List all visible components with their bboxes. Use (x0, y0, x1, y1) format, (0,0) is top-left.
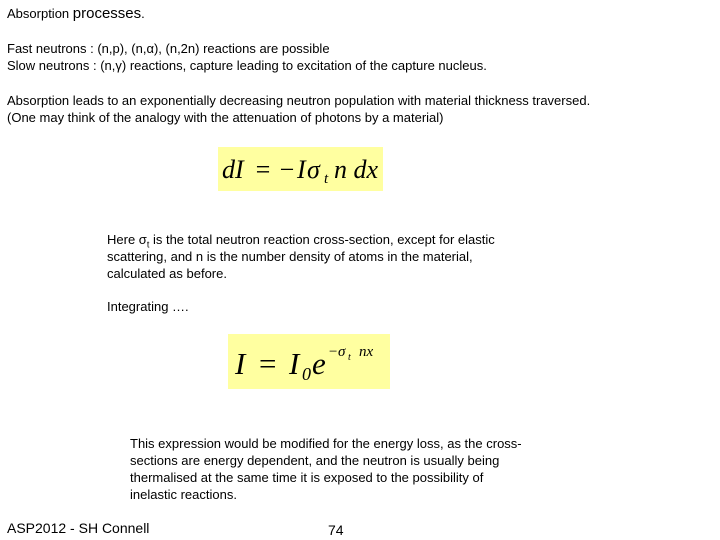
absorption-line-2: (One may think of the analogy with the attenuation of photons by a material) (7, 110, 444, 125)
equation-integrated (228, 334, 390, 389)
explanation-sigma: σ (138, 232, 147, 247)
title-word-absorption: Absorption (7, 6, 70, 21)
explanation-sub-t: t (146, 239, 150, 250)
eq1-subscript-t: t (324, 171, 329, 187)
slide-title (7, 5, 145, 22)
absorption-line-1: Absorption leads to an exponentially decreasing neutron population with material thickness traversed. (7, 93, 591, 108)
explanation-here: Here (107, 232, 139, 247)
eq2-I: I (235, 346, 246, 381)
closing-line-1: This expression would be modified for the energy loss, as the cross- (130, 436, 522, 451)
closing-line-3: thermalised at the same time it is exposed to the possibility of (130, 470, 484, 485)
equation-integrated-svg (228, 334, 390, 389)
closing-line-2: sections are energy dependent, and the neutron is usually being (130, 453, 500, 468)
eq1-I: I (297, 155, 306, 184)
footer-page-number: 74 (328, 522, 344, 538)
eq2-exp-minus: − (328, 344, 339, 360)
title-word-processes: processes (72, 5, 142, 22)
equation-differential-svg (218, 147, 383, 191)
slow-neutrons-line: Slow neutrons : (n,γ) reactions, capture leading to excitation of the capture nucleus. (7, 58, 487, 73)
eq2-exp-sigma: σ (338, 344, 346, 360)
explanation-line-1-rest: is the total neutron reaction cross-section, except for elastic (149, 232, 495, 247)
explanation-line-2: scattering, and n is the number density of atoms in the material, (107, 249, 473, 264)
eq2-I0: I (289, 346, 300, 381)
footer-author: ASP2012 - SH Connell (7, 520, 150, 536)
eq1-sigma: σ (307, 155, 320, 184)
eq1-rest: n dx (334, 155, 379, 184)
eq2-exp-rest: nx (359, 344, 374, 360)
eq2-e: e (312, 346, 326, 381)
explanation-line-3: calculated as before. (107, 266, 227, 281)
equation-differential (218, 147, 383, 191)
fast-neutrons-line: Fast neutrons : (n,p), (n,α), (n,2n) reactions are possible (7, 41, 330, 56)
eq1-lhs: dI (222, 155, 244, 184)
integrating-text: Integrating …. (107, 299, 189, 314)
eq2-exp-sub-t: t (348, 352, 351, 363)
eq2-subscript-0: 0 (302, 364, 311, 384)
eq1-equals-minus: = − (254, 155, 296, 184)
closing-line-4: inelastic reactions. (130, 487, 237, 502)
eq2-equals: = (257, 346, 278, 381)
title-period: . (141, 6, 145, 21)
